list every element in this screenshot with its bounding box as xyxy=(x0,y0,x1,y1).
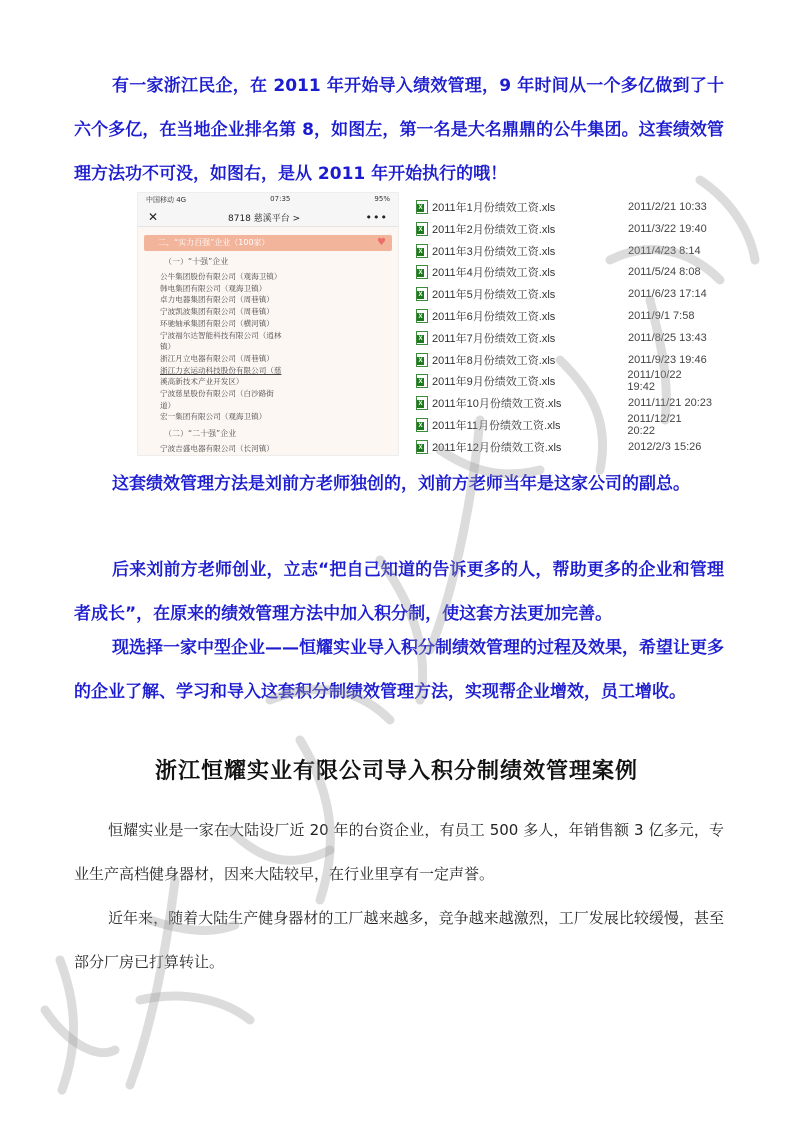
phone-nav-bar xyxy=(138,208,398,227)
file-name: 2011年10月份绩效工资.xls xyxy=(432,398,562,411)
list2-item xyxy=(160,455,398,456)
file-name: 2011年9月份绩效工资.xls xyxy=(431,376,556,389)
list1-item: 卓力电器集团有限公司（周巷镇） xyxy=(160,295,274,305)
section-top10-label: （一）“十强”企业 xyxy=(164,257,229,266)
file-row[interactable] xyxy=(412,392,712,414)
file-name: 2011年12月份绩效工资.xls xyxy=(432,441,562,454)
list1-item: 宁波凯波集团有限公司（周巷镇） xyxy=(160,307,274,317)
excel-file-icon xyxy=(416,287,428,301)
list1-item: 浙江力玄运动科技股份有限公司（慈 xyxy=(160,365,282,375)
list1-item: 镇） xyxy=(160,342,176,352)
file-date: 2012/2/3 15:26 xyxy=(628,440,702,453)
list1-item: 宏一集团有限公司（观海卫镇） xyxy=(160,412,267,422)
file-date: 2011/2/21 10:33 xyxy=(628,201,707,213)
excel-file-icon xyxy=(416,309,428,323)
banner-text: 二、“实力百强”企业（100家） xyxy=(158,238,270,247)
list1-item: 溪高新技术产业开发区） xyxy=(160,377,244,387)
file-row[interactable] xyxy=(412,305,712,327)
list1-item: 环驰轴承集团有限公司（横河镇） xyxy=(160,318,274,328)
case-paragraph-2: 近年来，随着大陆生产健身器材的工厂越来越多，竞争越来越激烈，工厂发展比较缓慢，甚至部分厂房已打算转让。 xyxy=(74,909,724,971)
excel-file-icon xyxy=(416,222,428,236)
phone-title: 8718 慈溪平台 > xyxy=(228,213,301,224)
list1-item: 宁波福尔达智能科技有限公司（逍林 xyxy=(160,330,282,340)
list1-item: 韩电集团有限公司（观海卫镇） xyxy=(160,283,267,293)
file-row[interactable] xyxy=(412,218,712,240)
file-name: 2011年3月份绩效工资.xls xyxy=(432,245,556,258)
file-row[interactable] xyxy=(412,283,712,305)
section-top20-label: （二）“二十强”企业 xyxy=(164,429,237,439)
file-date: 2011/8/25 13:43 xyxy=(628,331,707,344)
intro-paragraph-3: 后来刘前方老师创业，立志“把自己知道的告诉更多的人，帮助更多的企业和管理者成长”，在原来的绩效管理方法中加入积分制，使这套方法更加完善。 xyxy=(74,560,724,624)
list1-item: 公牛集团股份有限公司（观海卫镇） xyxy=(160,272,282,281)
excel-file-icon xyxy=(416,418,428,432)
close-icon: ✕ xyxy=(148,210,159,224)
phone-screenshot xyxy=(137,192,399,456)
list2-item: 宁波吉盛电器有限公司（长河镇） xyxy=(160,444,274,454)
file-row[interactable] xyxy=(412,414,712,436)
file-date: 2011/6/23 17:14 xyxy=(628,288,707,301)
file-date: 2011/3/22 19:40 xyxy=(628,222,707,235)
excel-file-icon xyxy=(416,331,428,345)
more-icon: ••• xyxy=(365,210,388,224)
file-name: 2011年5月份绩效工资.xls xyxy=(432,289,556,302)
file-name: 2011年4月份绩效工资.xls xyxy=(432,267,556,280)
intro-paragraph-4: 现选择一家中型企业——恒耀实业导入积分制绩效管理的过程及效果，希望让更多的企业了解、学习和导入这套积分制绩效管理方法，实现帮企业增效，员工增收。 xyxy=(74,638,724,702)
list1-item: 宁波慈星股份有限公司（白沙路街 xyxy=(160,389,274,399)
list1-item: 浙江月立电器有限公司（周巷镇） xyxy=(160,353,274,363)
file-row[interactable] xyxy=(412,436,712,458)
file-date: 2011/9/23 19:46 xyxy=(628,353,707,366)
file-name: 2011年11月份绩效工资.xls xyxy=(431,420,561,432)
case-paragraph-1: 恒耀实业是一家在大陆设厂近 20 年的台资企业，有员工 500 多人，年销售额 3 亿多元，专业生产高档健身器材，因来大陆较早，在行业里享有一定声誉。 xyxy=(74,821,724,883)
excel-file-icon xyxy=(416,374,428,388)
file-date: 2011/12/21 20:22 xyxy=(627,413,682,437)
file-name: 2011年2月份绩效工资.xls xyxy=(432,223,556,236)
excel-file-icon xyxy=(416,440,428,454)
intro-paragraph-2: 这套绩效管理方法是刘前方老师独创的，刘前方老师当年是这家公司的副总。 xyxy=(112,474,690,494)
top20-list xyxy=(160,443,398,456)
case-title: 浙江恒耀实业有限公司导入积分制绩效管理案例 xyxy=(154,759,638,784)
file-list-screenshot xyxy=(412,192,712,454)
excel-file-icon xyxy=(416,396,428,410)
top10-list xyxy=(160,271,398,423)
file-name: 2011年7月份绩效工资.xls xyxy=(432,332,556,345)
heart-icon: ♥ xyxy=(377,237,386,248)
file-row[interactable] xyxy=(412,370,712,392)
carrier-text: 中国移动 4G xyxy=(146,196,187,204)
file-row[interactable] xyxy=(412,327,712,349)
file-row[interactable] xyxy=(412,196,712,218)
file-row[interactable] xyxy=(412,349,712,371)
file-row[interactable] xyxy=(412,261,712,283)
file-date: 2011/10/22 19:42 xyxy=(627,369,682,394)
status-time: 07:35 xyxy=(270,195,291,203)
file-date: 2011/5/24 8:08 xyxy=(628,266,701,279)
file-name: 2011年1月份绩效工资.xls xyxy=(432,202,556,214)
file-row[interactable] xyxy=(412,240,712,262)
file-date: 2011/9/1 7:58 xyxy=(628,310,695,322)
file-name: 2011年6月份绩效工资.xls xyxy=(432,311,556,323)
excel-file-icon xyxy=(416,200,428,214)
file-name: 2011年8月份绩效工资.xls xyxy=(432,354,556,367)
list1-item: 道） xyxy=(160,400,176,410)
excel-file-icon xyxy=(416,265,428,279)
phone-banner xyxy=(144,235,392,251)
battery-text: 95% xyxy=(374,195,390,203)
file-date: 2011/11/21 20:23 xyxy=(627,397,712,410)
intro-paragraph-1: 有一家浙江民企，在 2011 年开始导入绩效管理，9 年时间从一个多亿做到了十六个多亿，在当地企业排名第 8，如图左，第一名是大名鼎鼎的公牛集团。这套绩效管理方法功不可没，如图右，是从 2011 年开始执行的哦！ xyxy=(74,76,724,184)
phone-status-bar xyxy=(138,193,398,208)
excel-file-icon xyxy=(416,353,428,367)
excel-file-icon xyxy=(416,244,428,258)
file-date: 2011/4/23 8:14 xyxy=(628,244,701,257)
